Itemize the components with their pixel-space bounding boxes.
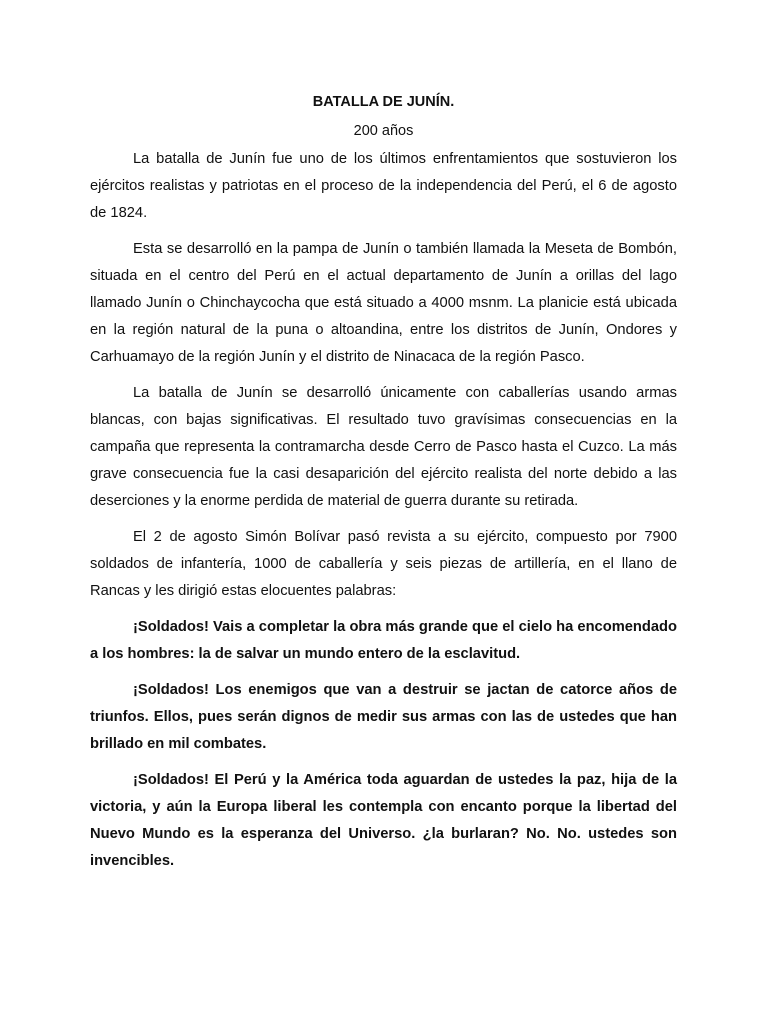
quote-2: ¡Soldados! Los enemigos que van a destruir se jactan de catorce años de triunfos. Ellos, pues serán dignos de medir sus armas con las de ustedes que han brillado en mil combates.: [90, 682, 677, 752]
document-page: [90, 93, 677, 875]
document-subtitle: 200 años: [353, 123, 414, 139]
document-title: BATALLA DE JUNÍN.: [312, 94, 455, 110]
quote-1: ¡Soldados! Vais a completar la obra más grande que el cielo ha encomendado a los hombres: la de salvar un mundo entero de la esclavitud.: [90, 619, 677, 662]
paragraph-location: Esta se desarrolló en la pampa de Junín o también llamada la Meseta de Bombón, situada en el centro del Perú en el actual departamento de Junín a orillas del lago llamado Junín o Chinchaycocha que está situado a 4000 msnm. La planicie está ubicada en la región natural de la puna o altoandina, entre los distritos de Junín, Ondores y Carhuamayo de la región Junín y el distrito de Ninacaca de la región Pasco.: [90, 241, 677, 365]
paragraph-intro: La batalla de Junín fue uno de los últimos enfrentamientos que sostuvieron los ejércitos realistas y patriotas en el proceso de la independencia del Perú, el 6 de agosto de 1824.: [90, 151, 677, 221]
quote-3: ¡Soldados! El Perú y la América toda aguardan de ustedes la paz, hija de la victoria, y aún la Europa liberal les contempla con encanto porque la libertad del Nuevo Mundo es la esperanza del Universo. ¿la burlaran? No. No. ustedes son invencibles.: [90, 772, 677, 869]
paragraph-bolivar-review: El 2 de agosto Simón Bolívar pasó revista a su ejército, compuesto por 7900 soldados de infantería, 1000 de caballería y seis piezas de artillería, en el llano de Rancas y les dirigió estas elocuentes palabras:: [90, 529, 677, 599]
paragraph-consequences: La batalla de Junín se desarrolló únicamente con caballerías usando armas blancas, con bajas significativas. El resultado tuvo gravísimas consecuencias en la campaña que representa la contramarcha desde Cerro de Pasco hasta el Cuzco. La más grave consecuencia fue la casi desaparición del ejército realista del norte debido a las deserciones y la enorme perdida de material de guerra durante su retirada.: [90, 385, 677, 509]
